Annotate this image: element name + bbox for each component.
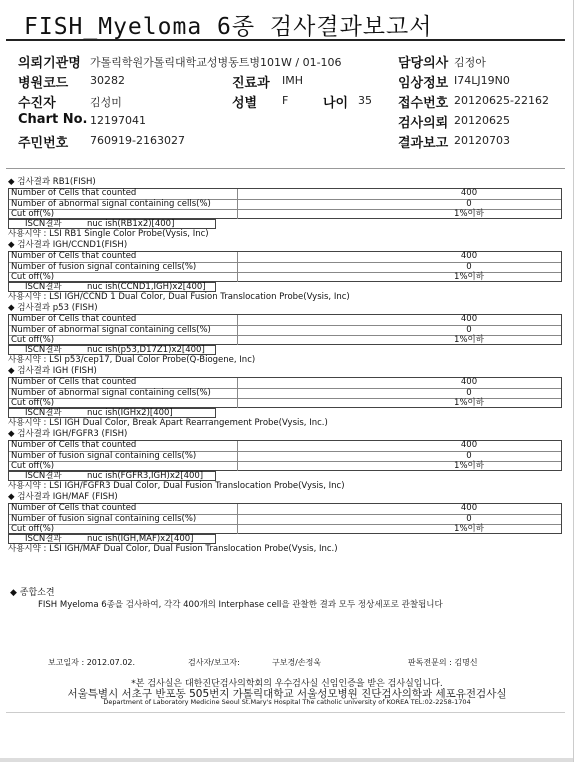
section-title: ◆ 검사결과 p53 (FISH) xyxy=(8,303,98,313)
summary-text: FISH Myeloma 6종을 검사하여, 각각 400개의 Interphase cell을 관찰한 결과 모두 정상세포로 관찰됩니다 xyxy=(38,600,443,610)
column-divider xyxy=(237,315,238,345)
section-title: ◆ 검사결과 IGH/CCND1(FISH) xyxy=(8,240,128,250)
sex-value: F xyxy=(282,94,289,107)
bottom-strip xyxy=(0,758,573,762)
iscn-label: ISCN결과 xyxy=(25,345,62,355)
result-table xyxy=(8,440,562,471)
cells-counted-value: 400 xyxy=(460,314,478,324)
iscn-box xyxy=(8,282,216,292)
result-table xyxy=(8,188,562,219)
age-label: 나이 xyxy=(323,96,349,111)
signal-cells-value: 0 xyxy=(466,325,472,335)
cells-counted-label: Number of Cells that counted xyxy=(11,440,137,450)
signal-cells-label: Number of fusion signal containing cells(%) xyxy=(11,262,197,272)
dept-value: IMH xyxy=(282,74,304,87)
sex-label: 성별 xyxy=(232,96,258,111)
probe-note: 사용시약 : LSI p53/cep17, Dual Color Probe(Q-Biogene, Inc) xyxy=(8,355,256,365)
signal-cells-value: 0 xyxy=(466,262,472,272)
iscn-label: ISCN결과 xyxy=(25,282,62,292)
column-divider xyxy=(237,252,238,282)
cells-counted-label: Number of Cells that counted xyxy=(11,377,137,387)
title-divider xyxy=(6,39,565,41)
cells-counted-value: 400 xyxy=(460,503,478,513)
cells-counted-value: 400 xyxy=(460,377,478,387)
probe-note: 사용시약 : LSI IGH/FGFR3 Dual Color, Dual Fusion Translocation Probe(Vysis, Inc) xyxy=(8,481,345,491)
chart-label: Chart No. xyxy=(18,112,88,127)
signal-cells-value: 0 xyxy=(466,199,472,209)
hospital-address: 서울특별시 서초구 반포동 505번지 가톨릭대학교 서울성모병원 진단검사의학과 세포유전검사실 xyxy=(67,688,507,700)
iscn-value: nuc ish(p53,D17Z1)x2[400] xyxy=(87,345,205,355)
iscn-box xyxy=(8,534,216,544)
result-table xyxy=(8,314,562,345)
cells-counted-label: Number of Cells that counted xyxy=(11,188,137,198)
age-value: 35 xyxy=(358,94,372,107)
signal-cells-label: Number of abnormal signal containing cells(%) xyxy=(11,388,211,398)
accreditation-notice: *본 검사실은 대한진단검사의학회의 우수검사실 신임인증을 받은 검사실입니다. xyxy=(131,679,443,689)
result-section xyxy=(0,304,574,367)
doctor-label: 담당의사 xyxy=(398,56,449,71)
probe-note: 사용시약 : LSI IGH/MAF Dual Color, Dual Fusion Translocation Probe(Vysis, Inc.) xyxy=(8,544,338,554)
clinical-value: I74LJ19N0 xyxy=(454,74,510,87)
probe-note: 사용시약 : LSI IGH Dual Color, Break Apart Rearrangement Probe(Vysis, Inc.) xyxy=(8,418,328,428)
section-title: ◆ 검사결과 RB1(FISH) xyxy=(8,177,96,187)
column-divider xyxy=(237,378,238,408)
probe-note: 사용시약 : LSI IGH/CCND 1 Dual Color, Dual Fusion Translocation Probe(Vysis, Inc) xyxy=(8,292,350,302)
cutoff-label: Cut off(%) xyxy=(11,209,55,219)
cutoff-value: 1%이하 xyxy=(454,461,484,471)
chart-value: 12197041 xyxy=(90,114,146,127)
clinical-label: 임상정보 xyxy=(398,76,449,91)
column-divider xyxy=(237,504,238,534)
probe-note: 사용시약 : LSI RB1 Single Color Probe(Vysis, Inc) xyxy=(8,229,209,239)
iscn-label: ISCN결과 xyxy=(25,471,62,481)
hospcode-value: 30282 xyxy=(90,74,125,87)
results-list xyxy=(0,178,574,556)
report-title: FISH_Myeloma 6종 검사결과보고서 xyxy=(24,14,433,40)
cells-counted-value: 400 xyxy=(460,188,478,198)
cutoff-label: Cut off(%) xyxy=(11,272,55,282)
result-section xyxy=(0,178,574,241)
report-date-label: 결과보고 xyxy=(398,136,449,151)
cutoff-value: 1%이하 xyxy=(454,524,484,534)
rrn-label: 주민번호 xyxy=(18,136,69,151)
signal-cells-label: Number of abnormal signal containing cells(%) xyxy=(11,199,211,209)
cutoff-value: 1%이하 xyxy=(454,209,484,219)
signal-cells-label: Number of fusion signal containing cells(%) xyxy=(11,451,197,461)
iscn-box xyxy=(8,345,216,355)
receipt-label: 접수번호 xyxy=(398,96,449,111)
footer-divider xyxy=(6,712,565,713)
patient-value: 김성미 xyxy=(90,96,122,109)
cutoff-value: 1%이하 xyxy=(454,335,484,345)
institution-value: 가톨릭학원가톨릭대학교성병동트병101W / 01-106 xyxy=(90,56,342,69)
column-divider xyxy=(237,441,238,471)
section-title: ◆ 검사결과 IGH/FGFR3 (FISH) xyxy=(8,429,128,439)
iscn-box xyxy=(8,219,216,229)
cells-counted-label: Number of Cells that counted xyxy=(11,503,137,513)
iscn-value: nuc ish(RB1x2)[400] xyxy=(87,219,175,229)
result-section xyxy=(0,493,574,556)
specialist: 판독전문의 : 김명신 xyxy=(408,658,478,667)
cutoff-label: Cut off(%) xyxy=(11,461,55,471)
signal-cells-label: Number of fusion signal containing cells(%) xyxy=(11,514,197,524)
doctor-value: 김정아 xyxy=(454,56,486,69)
dept-label: 진료과 xyxy=(232,76,270,91)
cutoff-value: 1%이하 xyxy=(454,272,484,282)
cutoff-label: Cut off(%) xyxy=(11,398,55,408)
column-divider xyxy=(237,189,238,219)
iscn-box xyxy=(8,408,216,418)
result-table xyxy=(8,377,562,408)
iscn-box xyxy=(8,471,216,481)
institution-label: 의뢰기관명 xyxy=(18,56,81,71)
iscn-value: nuc ish(CCND1,IGH)x2[400] xyxy=(87,282,206,292)
request-value: 20120625 xyxy=(454,114,510,127)
signal-cells-value: 0 xyxy=(466,514,472,524)
section-title: ◆ 검사결과 IGH/MAF (FISH) xyxy=(8,492,118,502)
section-title: ◆ 검사결과 IGH (FISH) xyxy=(8,366,97,376)
iscn-label: ISCN결과 xyxy=(25,408,62,418)
cells-counted-label: Number of Cells that counted xyxy=(11,314,137,324)
header-divider xyxy=(6,168,565,169)
request-label: 검사의뢰 xyxy=(398,116,449,131)
cutoff-label: Cut off(%) xyxy=(11,524,55,534)
result-section xyxy=(0,241,574,304)
report-date-value: 20120703 xyxy=(454,134,510,147)
result-section xyxy=(0,430,574,493)
iscn-value: nuc ish(IGHx2)[400] xyxy=(87,408,173,418)
cutoff-value: 1%이하 xyxy=(454,398,484,408)
hospcode-label: 병원코드 xyxy=(18,76,69,91)
reporter-label: 검사자/보고자: xyxy=(188,658,240,667)
signal-cells-value: 0 xyxy=(466,388,472,398)
patient-header xyxy=(18,52,568,152)
summary-heading: ◆ 종합소견 xyxy=(10,588,55,598)
signal-cells-value: 0 xyxy=(466,451,472,461)
iscn-label: ISCN결과 xyxy=(25,219,62,229)
iscn-value: nuc ish(FGFR3,IGH)x2[400] xyxy=(87,471,204,481)
reporter-value: 구보경/손정욱 xyxy=(272,658,322,667)
cells-counted-label: Number of Cells that counted xyxy=(11,251,137,261)
result-table xyxy=(8,503,562,534)
department-line: Department of Laboratory Medicine Seoul St.Mary's Hospital The catholic university of KOREA TEL:02-2258-1704 xyxy=(103,698,471,706)
signal-cells-label: Number of abnormal signal containing cells(%) xyxy=(11,325,211,335)
iscn-value: nuc ish(IGH,MAF)x2[400] xyxy=(87,534,194,544)
result-section xyxy=(0,367,574,430)
patient-label: 수진자 xyxy=(18,96,56,111)
cutoff-label: Cut off(%) xyxy=(11,335,55,345)
result-table xyxy=(8,251,562,282)
receipt-value: 20120625-22162 xyxy=(454,94,549,107)
report-date: 보고일자 : 2012.07.02. xyxy=(48,658,136,667)
rrn-value: 760919-2163027 xyxy=(90,134,185,147)
cells-counted-value: 400 xyxy=(460,440,478,450)
cells-counted-value: 400 xyxy=(460,251,478,261)
iscn-label: ISCN결과 xyxy=(25,534,62,544)
